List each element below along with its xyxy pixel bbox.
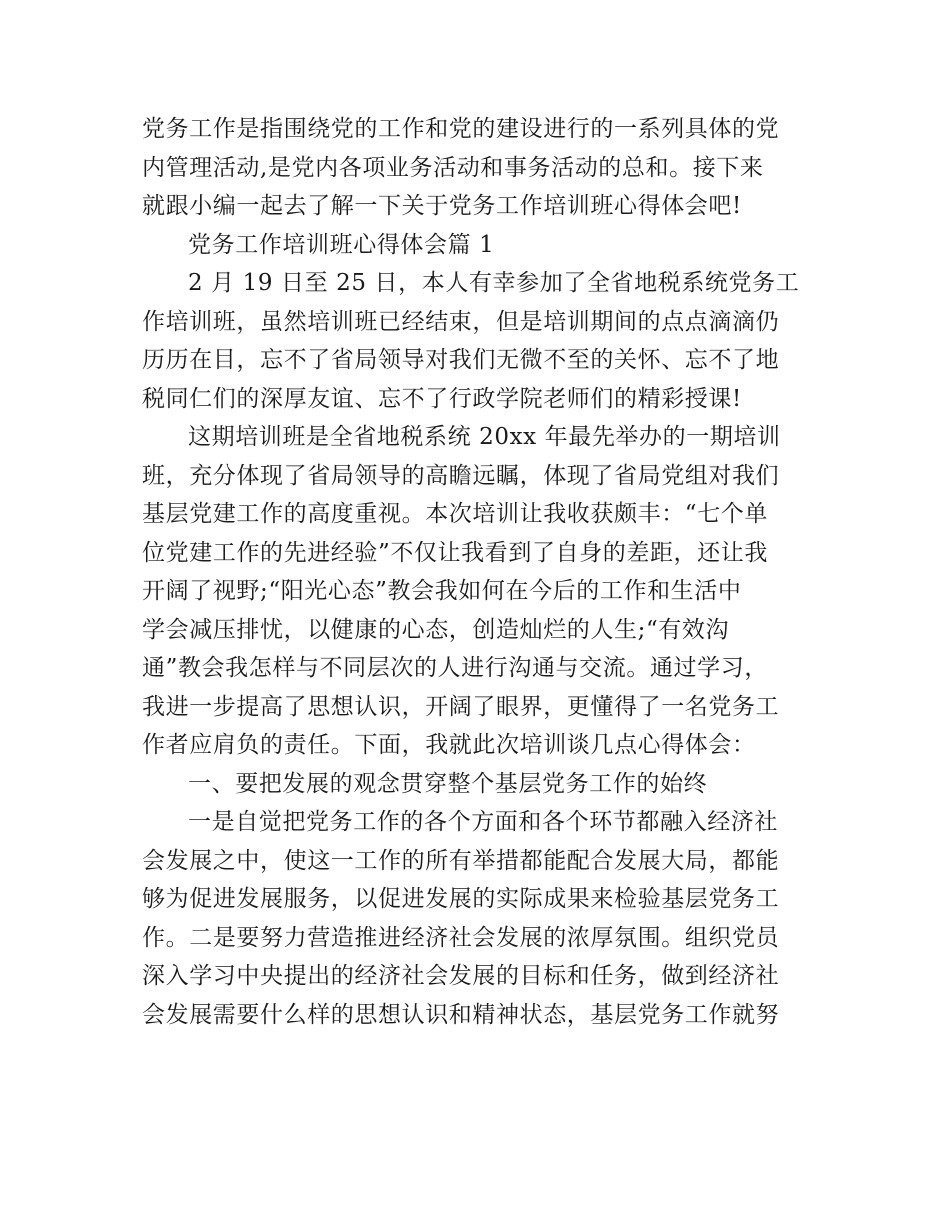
text-line: 税同仁们的深厚友谊、忘不了行政学院老师们的精彩授课! <box>142 385 742 412</box>
text-line: 内管理活动,是党内各项业务活动和事务活动的总和。接下来 <box>142 154 764 181</box>
text-line: 作。二是要努力营造推进经济社会发展的浓厚氛围。组织党员 <box>142 924 780 951</box>
text-line: 会发展之中，使这一工作的所有举措都能配合发展大局，都能 <box>142 847 780 874</box>
text-line: 这期培训班是全省地税系统 20xx 年最先举办的一期培训 <box>188 424 781 450</box>
text-line: 班，充分体现了省局领导的高瞻远瞩，体现了省局党组对我们 <box>142 462 780 489</box>
text-line: 2 月 19 日至 25 日，本人有幸参加了全省地税系统党务工 <box>188 270 800 296</box>
text-line: 够为促进发展服务，以促进发展的实际成果来检验基层党务工 <box>142 886 780 912</box>
text-line: 学会减压排忧，以健康的心态，创造灿烂的人生;“有效沟 <box>142 616 730 643</box>
text-line: 作者应肩负的责任。下面，我就此次培训谈几点心得体会： <box>142 732 756 758</box>
text-line: 一是自觉把党务工作的各个方面和各个环节都融入经济社 <box>188 809 778 835</box>
text-line: 作培训班，虽然培训班已经结束，但是培训期间的点点滴滴仍 <box>142 308 780 335</box>
text-line: 就跟小编一起去了解一下关于党务工作培训班心得体会吧! <box>142 193 742 219</box>
text-line: 开阔了视野;“阳光心态”教会我如何在今后的工作和生活中 <box>142 578 742 604</box>
text-line: 历历在目，忘不了省局领导对我们无微不至的关怀、忘不了地 <box>142 347 780 373</box>
text-line: 我进一步提高了思想认识，开阔了眼界，更懂得了一名党务工 <box>142 693 780 720</box>
text-line: 一、要把发展的观念贯穿整个基层党务工作的始终 <box>188 770 708 797</box>
text-line: 通”教会我怎样与不同层次的人进行沟通与交流。通过学习， <box>142 655 768 681</box>
text-line: 党务工作是指围绕党的工作和党的建设进行的一系列具体的党 <box>142 116 780 142</box>
text-line: 会发展需要什么样的思想认识和精神状态，基层党务工作就努 <box>142 1001 780 1028</box>
text-line: 位党建工作的先进经验”不仅让我看到了自身的差距，还让我 <box>142 539 768 566</box>
text-line: 党务工作培训班心得体会篇 1 <box>188 231 495 258</box>
document-body <box>142 110 814 1034</box>
text-line: 深入学习中央提出的经济社会发展的目标和任务，做到经济社 <box>142 963 780 989</box>
text-line: 基层党建工作的高度重视。本次培训让我收获颇丰：“七个单 <box>142 501 768 527</box>
